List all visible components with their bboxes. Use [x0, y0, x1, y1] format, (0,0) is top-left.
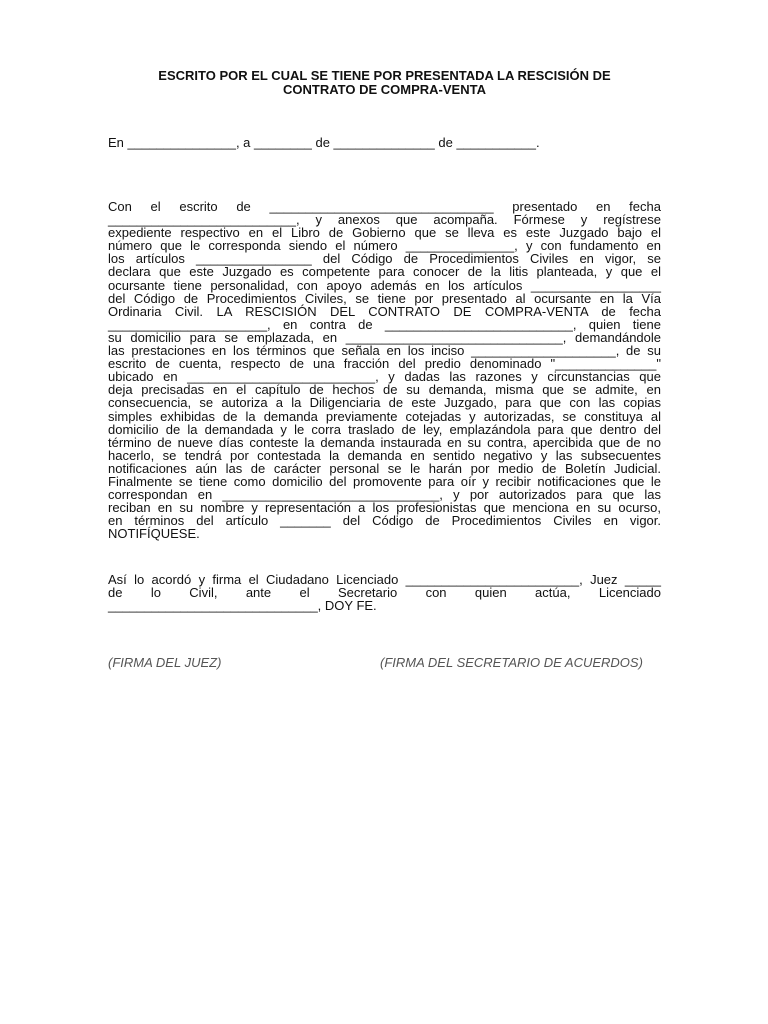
title-line-2: CONTRATO DE COMPRA-VENTA: [283, 82, 486, 97]
paragraph-line: las prestaciones en los términos que señala en los inciso ____________________, de su: [108, 343, 661, 359]
title-line-1: ESCRITO POR EL CUAL SE TIENE POR PRESENTADA LA RESCISIÓN DE: [158, 68, 611, 83]
paragraph-line: Ordinaria Civil. LA RESCISIÓN DEL CONTRATO DE COMPRA-VENTA de fecha: [108, 303, 661, 319]
paragraph-line: expediente respectivo en el Libro de Gobierno que se lleva es este Juzgado bajo el: [108, 225, 661, 241]
secretary-signature-label: (FIRMA DEL SECRETARIO DE ACUERDOS): [380, 655, 643, 670]
paragraph-line: NOTIFÍQUESE.: [108, 526, 200, 542]
document-title: [108, 69, 661, 97]
closing-line: de lo Civil, ante el Secretario con quien actúa, Licenciado: [108, 585, 661, 601]
paragraph-line: del Código de Procedimientos Civiles, se tiene por presentado al ocursante en la Vía: [108, 290, 661, 306]
paragraph-line: notificaciones aún las de carácter personal se le harán por medio de Boletín Judicial.: [108, 460, 661, 476]
closing-line: Así lo acordó y firma el Ciudadano Licenciado ________________________, Juez _____: [108, 572, 661, 587]
paragraph-line: ubicado en __________________________, y dadas las razones y circunstancias que: [108, 369, 661, 385]
paragraph-line: su domicilio para se emplazada, en ______________________________, demandándole: [108, 329, 661, 345]
paragraph-line: hacerlo, se tendrá por contestada la demanda en sentido negativo y las subsecuentes: [108, 447, 661, 463]
judge-signature-label: (FIRMA DEL JUEZ): [108, 655, 222, 670]
paragraph-line: número que le corresponda siendo el número _______________, y con fundamento en: [108, 238, 661, 254]
paragraph-line: declara que este Juzgado es competente para conocer de la litis planteada, y que el: [108, 264, 661, 280]
paragraph-line: domicilio de la demandada y le corra traslado de ley, emplazándola para que dentro del: [108, 421, 661, 437]
paragraph-line: ocursante tiene personalidad, con apoyo además en los artículos __________________: [108, 277, 661, 293]
paragraph-line: en términos del artículo _______ del Código de Procedimientos Civiles en vigor.: [108, 513, 661, 529]
paragraph-line: consecuencia, se autoriza a la Diligenciaria de este Juzgado, para que con las copias: [108, 395, 661, 411]
paragraph-line: ______________________, en contra de __________________________, quien tiene: [108, 316, 661, 332]
date-line: En _______________, a ________ de ______________ de ___________.: [108, 135, 540, 150]
paragraph-line: reciban en su nombre y representación a los profesionistas que menciona en su ocurso,: [108, 500, 661, 516]
paragraph-line: __________________________, y anexos que acompaña. Fórmese y regístrese: [108, 212, 661, 228]
paragraph-line: término de nueve días conteste la demanda instaurada en su contra, apercibida que de no: [108, 434, 661, 450]
paragraph-line: Con el escrito de _______________________________ presentado en fecha: [108, 199, 661, 214]
paragraph-line: Finalmente se tiene como domicilio del promovente para oír y recibir notificaciones que le: [108, 473, 661, 489]
paragraph-line: deja precisadas en el capítulo de hechos de su demanda, misma que se admite, en: [108, 382, 661, 398]
paragraph-line: escrito de cuenta, respecto de una fracción del predio denominado "______________": [108, 356, 661, 372]
paragraph-line: simples exhibidas de la demanda previamente cotejadas y autorizadas, se constituya al: [108, 408, 661, 424]
closing-paragraph: [108, 573, 661, 612]
resolution-paragraph: [108, 200, 661, 540]
closing-line: _____________________________, DOY FE.: [108, 598, 377, 614]
paragraph-line: correspondan en ______________________________, y por autorizados para que las: [108, 487, 661, 503]
paragraph-line: los artículos ________________ del Código de Procedimientos Civiles en vigor, se: [108, 251, 661, 267]
